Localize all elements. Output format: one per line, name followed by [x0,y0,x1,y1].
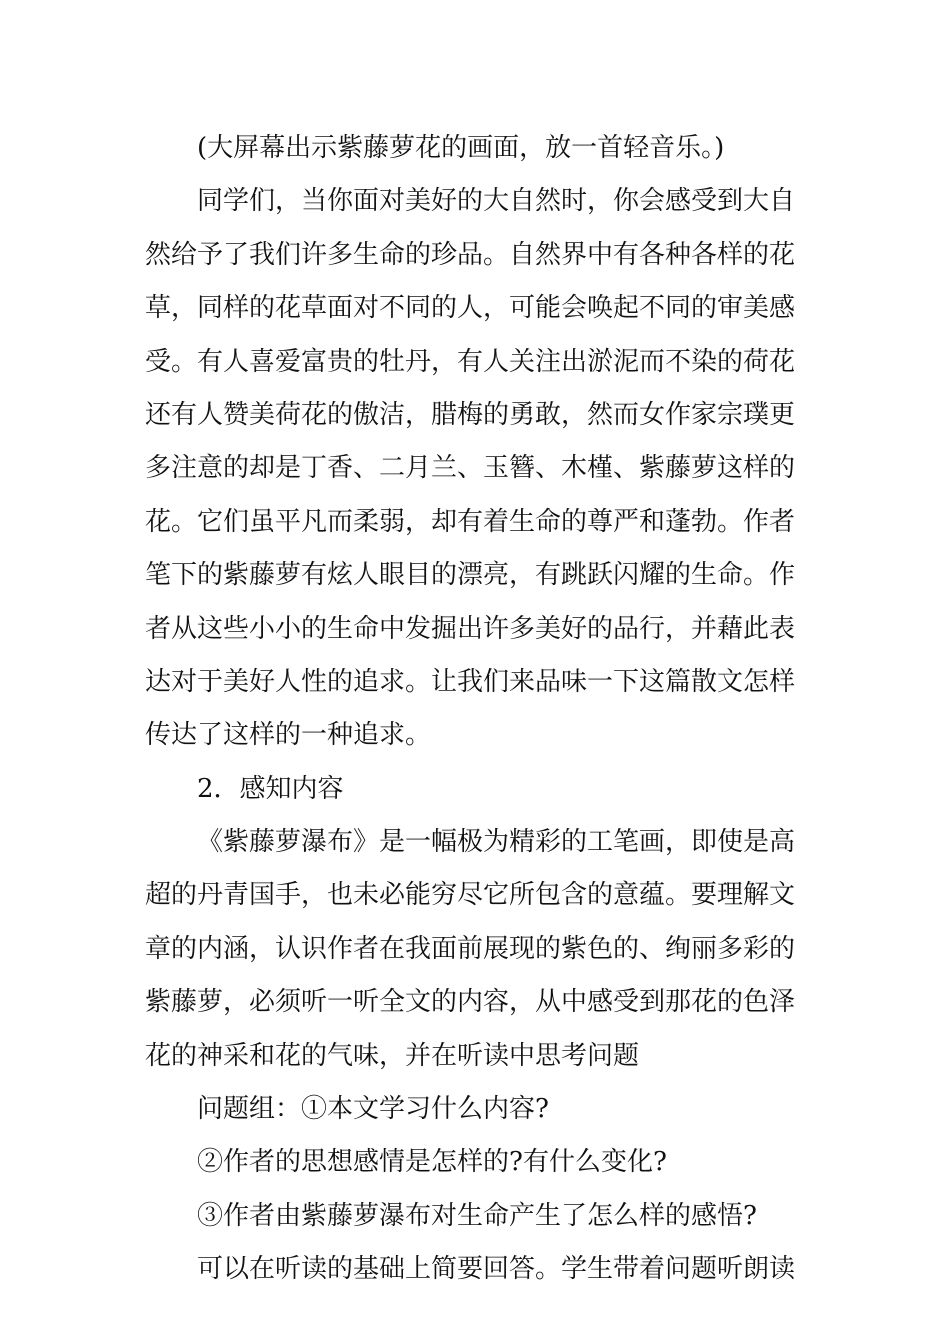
question-group-line: 问题组：①本文学习什么内容? [197,1094,549,1125]
paragraph-line: 《紫藤萝瀑布》是一幅极为精彩的工笔画，即使是高 [197,827,796,858]
paragraph-line: 花。它们虽平凡而柔弱，却有着生命的尊严和蓬勃。作者 [145,506,796,537]
paragraph-line: 受。有人喜爱富贵的牡丹，有人关注出淤泥而不染的荷花 [145,346,796,377]
paragraph-line: 草，同样的花草面对不同的人，可能会唤起不同的审美感 [145,293,796,324]
paragraph-line: 可以在听读的基础上简要回答。学生带着问题听朗读 [197,1254,796,1285]
question-line: ③作者由紫藤萝瀑布对生命产生了怎么样的感悟? [197,1200,757,1231]
paragraph-line: 花的神采和花的气味，并在听读中思考问题 [145,1040,640,1071]
document-body [145,128,815,1303]
paragraph-line: (大屏幕出示紫藤萝花的画面，放一首轻音乐。) [197,133,725,163]
section-heading: 2．感知内容 [197,773,344,804]
paragraph-line: 笔下的紫藤萝有炫人眼目的漂亮，有跳跃闪耀的生命。作 [145,560,796,591]
paragraph-line: 紫藤萝，必须听一听全文的内容，从中感受到那花的色泽 [145,987,796,1018]
paragraph-line: 多注意的却是丁香、二月兰、玉簪、木槿、紫藤萝这样的 [145,453,796,484]
paragraph-line: 超的丹青国手，也未必能穷尽它所包含的意蕴。要理解文 [145,880,796,911]
paragraph-line: 然给予了我们许多生命的珍品。自然界中有各种各样的花 [145,239,796,270]
paragraph-line: 还有人赞美荷花的傲洁，腊梅的勇敢，然而女作家宗璞更 [145,399,796,430]
paragraph-line: 同学们，当你面对美好的大自然时，你会感受到大自 [197,186,796,217]
paragraph-line: 章的内涵，认识作者在我面前展现的紫色的、绚丽多彩的 [145,933,796,964]
question-line: ②作者的思想感情是怎样的?有什么变化? [197,1147,667,1178]
paragraph-line: 者从这些小小的生命中发掘出许多美好的品行，并藉此表 [145,613,796,644]
paragraph-line: 达对于美好人性的追求。让我们来品味一下这篇散文怎样 [145,666,796,697]
paragraph-line: 传达了这样的一种追求。 [145,720,432,751]
